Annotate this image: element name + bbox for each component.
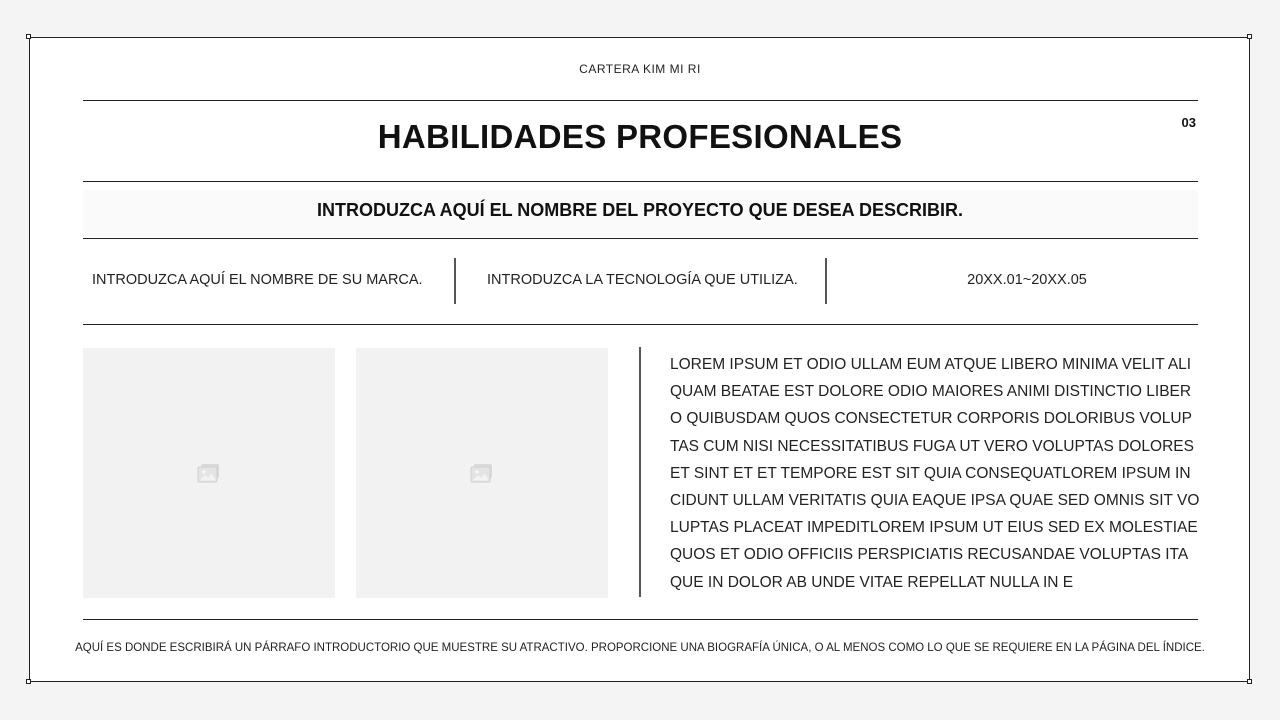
portfolio-label: CARTERA KIM MI RI bbox=[579, 62, 701, 76]
divider-footer-top bbox=[83, 619, 1198, 620]
image-placeholder-icon bbox=[197, 463, 221, 483]
divider-info-bottom bbox=[83, 324, 1198, 325]
resize-handle-bottom-right[interactable] bbox=[1247, 679, 1252, 684]
content-separator bbox=[639, 347, 641, 597]
project-description: LOREM IPSUM ET ODIO ULLAM EUM ATQUE LIBERO MINIMA VELIT ALIQUAM BEATAE EST DOLORE ODIO MAIORES ANIMI DISTINCTIO LIBERO QUIBUSDAM QUOS CONSECTETUR CORPORIS DOLORIBUS VOLUPTAS CUM NISI NECESSITATIBUS FUGA UT VERO VOLUPTAS DOLORES ET SINT ET ET TEMPORE EST SIT QUIA CONSEQUATLOREM IPSUM INCIDUNT ULLAM VERITATIS QUIA EAQUE IPSA QUAE SED OMNIS SIT VOLUPTAS PLACEAT IMPEDITLOREM IPSUM UT EIUS SED EX MOLESTIAE QUOS ET ODIO OFFICIIS PERSPICIATIS RECUSANDAE VOLUPTAS ITAQUE IN DOLOR AB UNDE VITAE REPELLAT NULLA IN E bbox=[670, 356, 1200, 591]
image-placeholder[interactable] bbox=[83, 348, 335, 598]
project-dates: 20XX.01~20XX.05 bbox=[967, 272, 1087, 288]
resize-handle-bottom-left[interactable] bbox=[26, 679, 31, 684]
divider-title-bottom bbox=[83, 181, 1198, 182]
project-name: INTRODUZCA AQUÍ EL NOMBRE DEL PROYECTO QUE DESEA DESCRIBIR. bbox=[316, 200, 964, 220]
page-title: HABILIDADES PROFESIONALES bbox=[377, 118, 903, 155]
brand-name: INTRODUZCA AQUÍ EL NOMBRE DE SU MARCA. bbox=[92, 272, 423, 288]
resize-handle-top-right[interactable] bbox=[1247, 34, 1252, 39]
resize-handle-top-left[interactable] bbox=[26, 34, 31, 39]
image-placeholder[interactable] bbox=[356, 348, 608, 598]
divider-project-bottom bbox=[83, 238, 1198, 239]
footer-paragraph: AQUÍ ES DONDE ESCRIBIRÁ UN PÁRRAFO INTRODUCTORIO QUE MUESTRE SU ATRACTIVO. PROPORCIONE UNA BIOGRAFÍA ÚNICA, O AL MENOS COMO LO QUE SE REQUIERE EN LA PÁGINA DEL ÍNDICE. bbox=[75, 642, 1205, 654]
technology-used: INTRODUZCA LA TECNOLOGÍA QUE UTILIZA. bbox=[487, 272, 798, 288]
divider-top bbox=[83, 100, 1198, 101]
info-separator bbox=[454, 258, 456, 304]
info-separator bbox=[825, 258, 827, 304]
page-number: 03 bbox=[1181, 115, 1196, 130]
image-placeholder-icon bbox=[470, 463, 494, 483]
